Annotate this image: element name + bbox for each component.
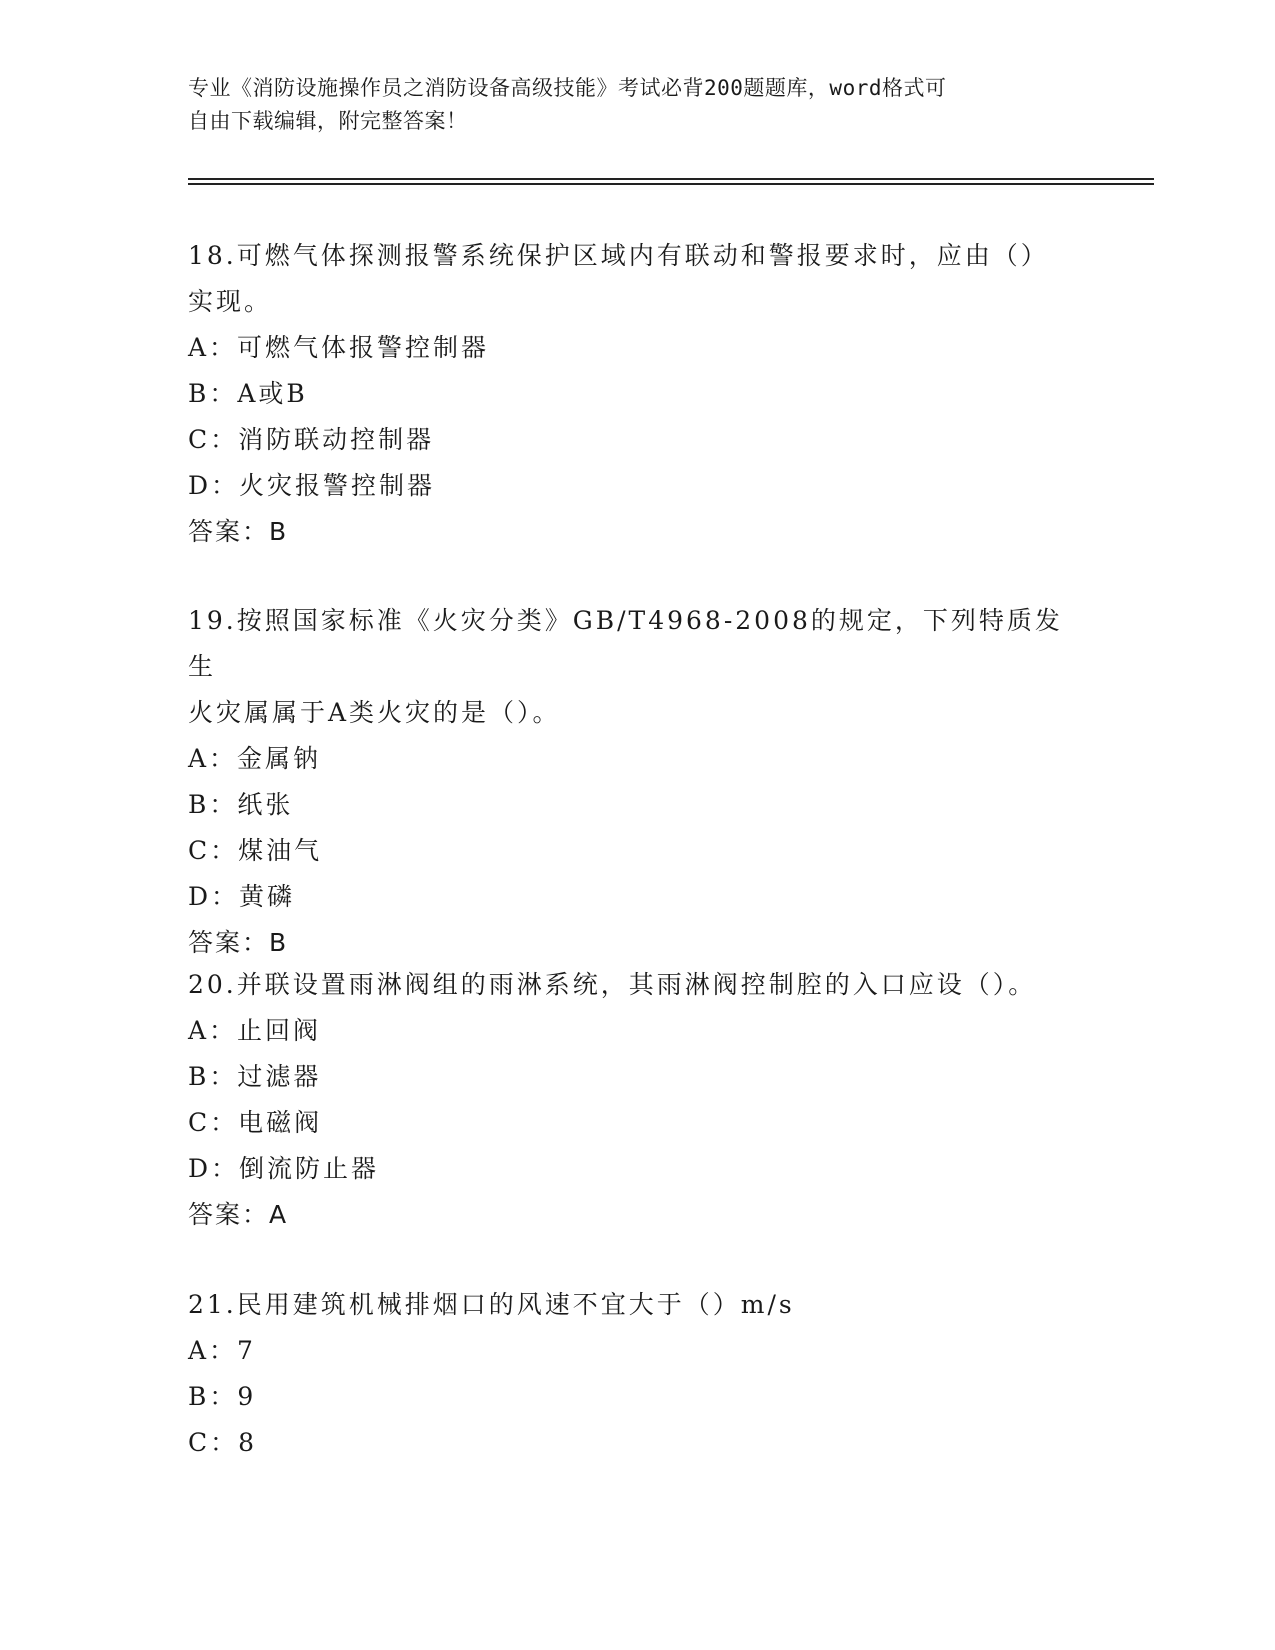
question-21 (188, 1282, 1088, 1466)
option-b: B：过滤器 (188, 1062, 322, 1091)
question-20 (188, 962, 1088, 1238)
answer: 答案：B (188, 517, 289, 546)
question-stem-continued: 火灾属属于A类火灾的是（）。 (188, 698, 561, 727)
question-stem: 18.可燃气体探测报警系统保护区域内有联动和警报要求时，应由（） (188, 241, 1049, 270)
option-c: C：电磁阀 (188, 1108, 323, 1137)
option-d: D：倒流防止器 (188, 1154, 380, 1183)
option-c: C：煤油气 (188, 836, 323, 865)
option-c: C：消防联动控制器 (188, 425, 435, 454)
header-line-1: 专业《消防设施操作员之消防设备高级技能》考试必背200题题库，word格式可 (188, 76, 947, 100)
option-a: A：止回阀 (188, 1016, 322, 1045)
header-divider-bottom (188, 183, 1154, 185)
question-stem: 21.民用建筑机械排烟口的风速不宜大于（）m/s (188, 1290, 795, 1319)
option-d: D：火灾报警控制器 (188, 471, 436, 500)
question-18 (188, 233, 1088, 555)
answer: 答案：A (188, 1200, 289, 1229)
question-stem-continued: 实现。 (188, 287, 273, 316)
question-19 (188, 598, 1088, 966)
option-b: B：纸张 (188, 790, 294, 819)
option-c: C：8 (188, 1428, 258, 1457)
option-a: A：可燃气体报警控制器 (188, 333, 490, 362)
header-divider-top (188, 178, 1154, 180)
option-b: B：9 (188, 1382, 257, 1411)
option-b: B：A或B (188, 379, 308, 408)
document-header (188, 72, 1068, 138)
option-d: D：黄磷 (188, 882, 296, 911)
answer: 答案：B (188, 928, 289, 957)
header-line-2: 自由下载编辑，附完整答案！ (188, 109, 468, 133)
question-stem: 19.按照国家标准《火灾分类》GB/T4968-2008的规定，下列特质发生 (188, 606, 1063, 681)
option-a: A：7 (188, 1336, 256, 1365)
question-stem: 20.并联设置雨淋阀组的雨淋系统，其雨淋阀控制腔的入口应设（）。 (188, 970, 1037, 999)
option-a: A：金属钠 (188, 744, 322, 773)
